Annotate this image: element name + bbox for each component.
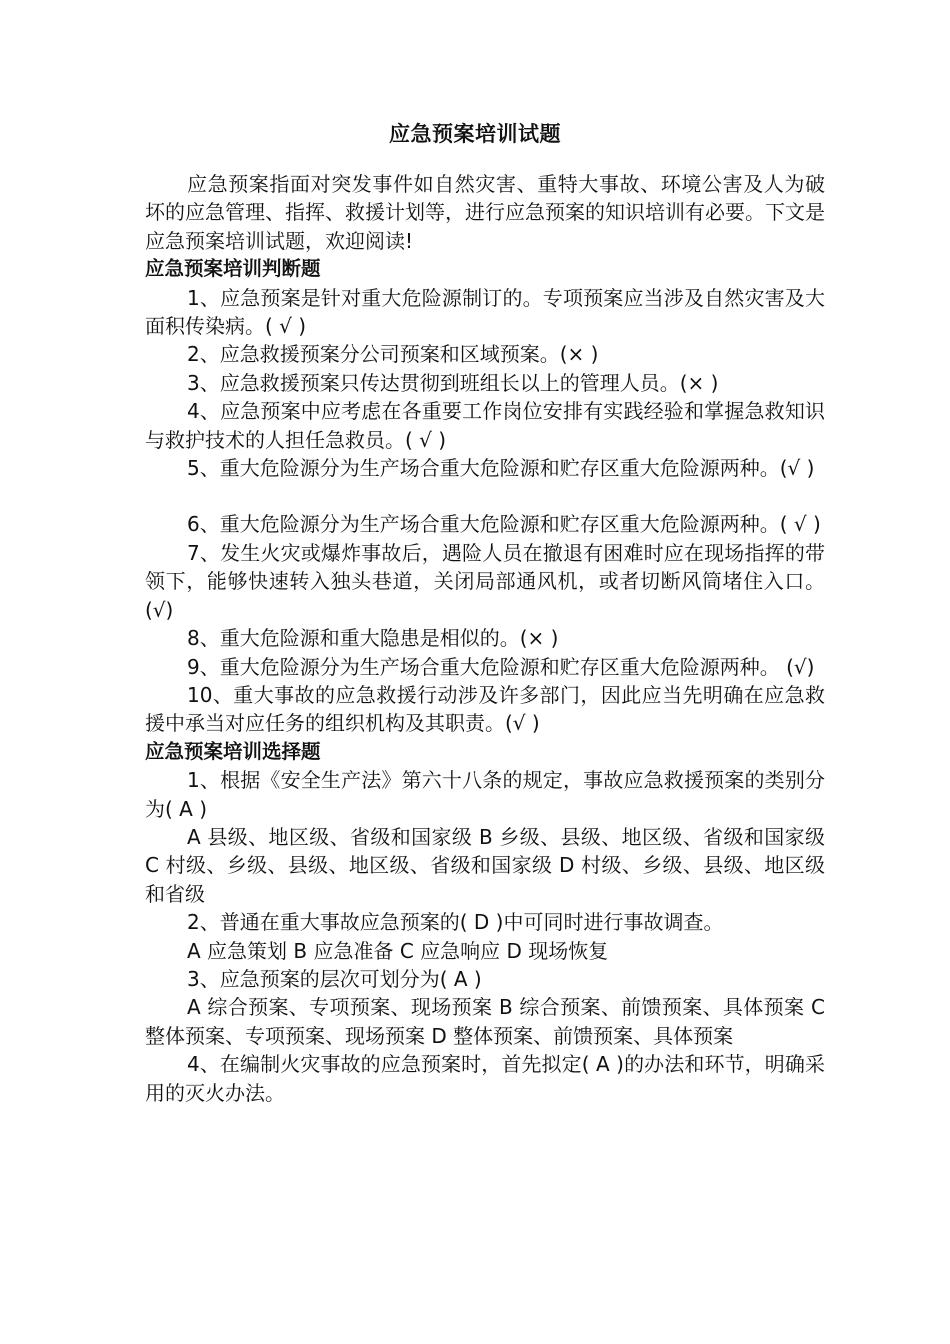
document-body <box>145 170 825 1107</box>
judgement-item-6: 6、重大危险源分为生产场合重大危险源和贮存区重大危险源两种。( √ ) <box>187 512 821 537</box>
blank-line <box>145 482 825 510</box>
page-title: 应急预案培训试题 <box>389 122 561 146</box>
judgement-item-3: 3、应急救援预案只传达贯彻到班组长以上的管理人员。(× ) <box>187 370 719 395</box>
choice-question-2: 2、普通在重大事故应急预案的( D )中可同时进行事故调查。 <box>187 910 724 935</box>
choice-question-3: 3、应急预案的层次可划分为( A ) <box>187 966 482 991</box>
choice-options-1: A 县级、地区级、省级和国家级 B 乡级、县级、地区级、省级和国家级 C 村级、乡级、县级、地区级、省级和国家级 D 村级、乡级、县级、地区级和省级 <box>145 824 825 906</box>
choice-options-3: A 综合预案、专项预案、现场预案 B 综合预案、前馈预案、具体预案 C 整体预案、专项预案、现场预案 D 整体预案、前馈预案、具体预案 <box>145 995 825 1048</box>
judgement-item-4: 4、应急预案中应考虑在各重要工作岗位安排有实践经验和掌握急救知识与救护技术的人担任急救员。( √ ) <box>145 399 825 452</box>
intro-paragraph: 应急预案指面对突发事件如自然灾害、重特大事故、环境公害及人为破坏的应急管理、指挥、救援计划等，进行应急预案的知识培训有必要。下文是应急预案培训试题，欢迎阅读! <box>145 172 825 253</box>
section-heading-choice: 应急预案培训选择题 <box>145 739 321 763</box>
judgement-item-1: 1、应急预案是针对重大危险源制订的。专项预案应当涉及自然灾害及大面积传染病。( √ ) <box>145 285 825 339</box>
section-heading-judgement: 应急预案培训判断题 <box>145 257 321 281</box>
judgement-item-10: 10、重大事故的应急救援行动涉及许多部门，因此应当先明确在应急救援中承当对应任务的组织机构及其职责。(√ ) <box>145 682 825 736</box>
judgement-item-2: 2、应急救援预案分公司预案和区域预案。(× ) <box>187 342 599 367</box>
judgement-item-5: 5、重大危险源分为生产场合重大危险源和贮存区重大危险源两种。(√ ) <box>187 456 815 481</box>
choice-question-4: 4、在编制火灾事故的应急预案时，首先拟定( A )的办法和环节，明确采用的灭火办法。 <box>145 1052 825 1105</box>
judgement-item-8: 8、重大危险源和重大隐患是相似的。(× ) <box>187 626 559 651</box>
choice-question-1: 1、根据《安全生产法》第六十八条的规定，事故应急救援预案的类别分为( A ) <box>145 768 825 821</box>
choice-options-2: A 应急策划 B 应急准备 C 应急响应 D 现场恢复 <box>187 938 609 963</box>
judgement-item-7: 7、发生火灾或爆炸事故后，遇险人员在撤退有困难时应在现场指挥的带领下，能够快速转入独头巷道，关闭局部通风机，或者切断风筒堵住入口。 (√) <box>145 540 825 622</box>
judgement-item-9: 9、重大危险源分为生产场合重大危险源和贮存区重大危险源两种。 (√) <box>187 654 815 679</box>
